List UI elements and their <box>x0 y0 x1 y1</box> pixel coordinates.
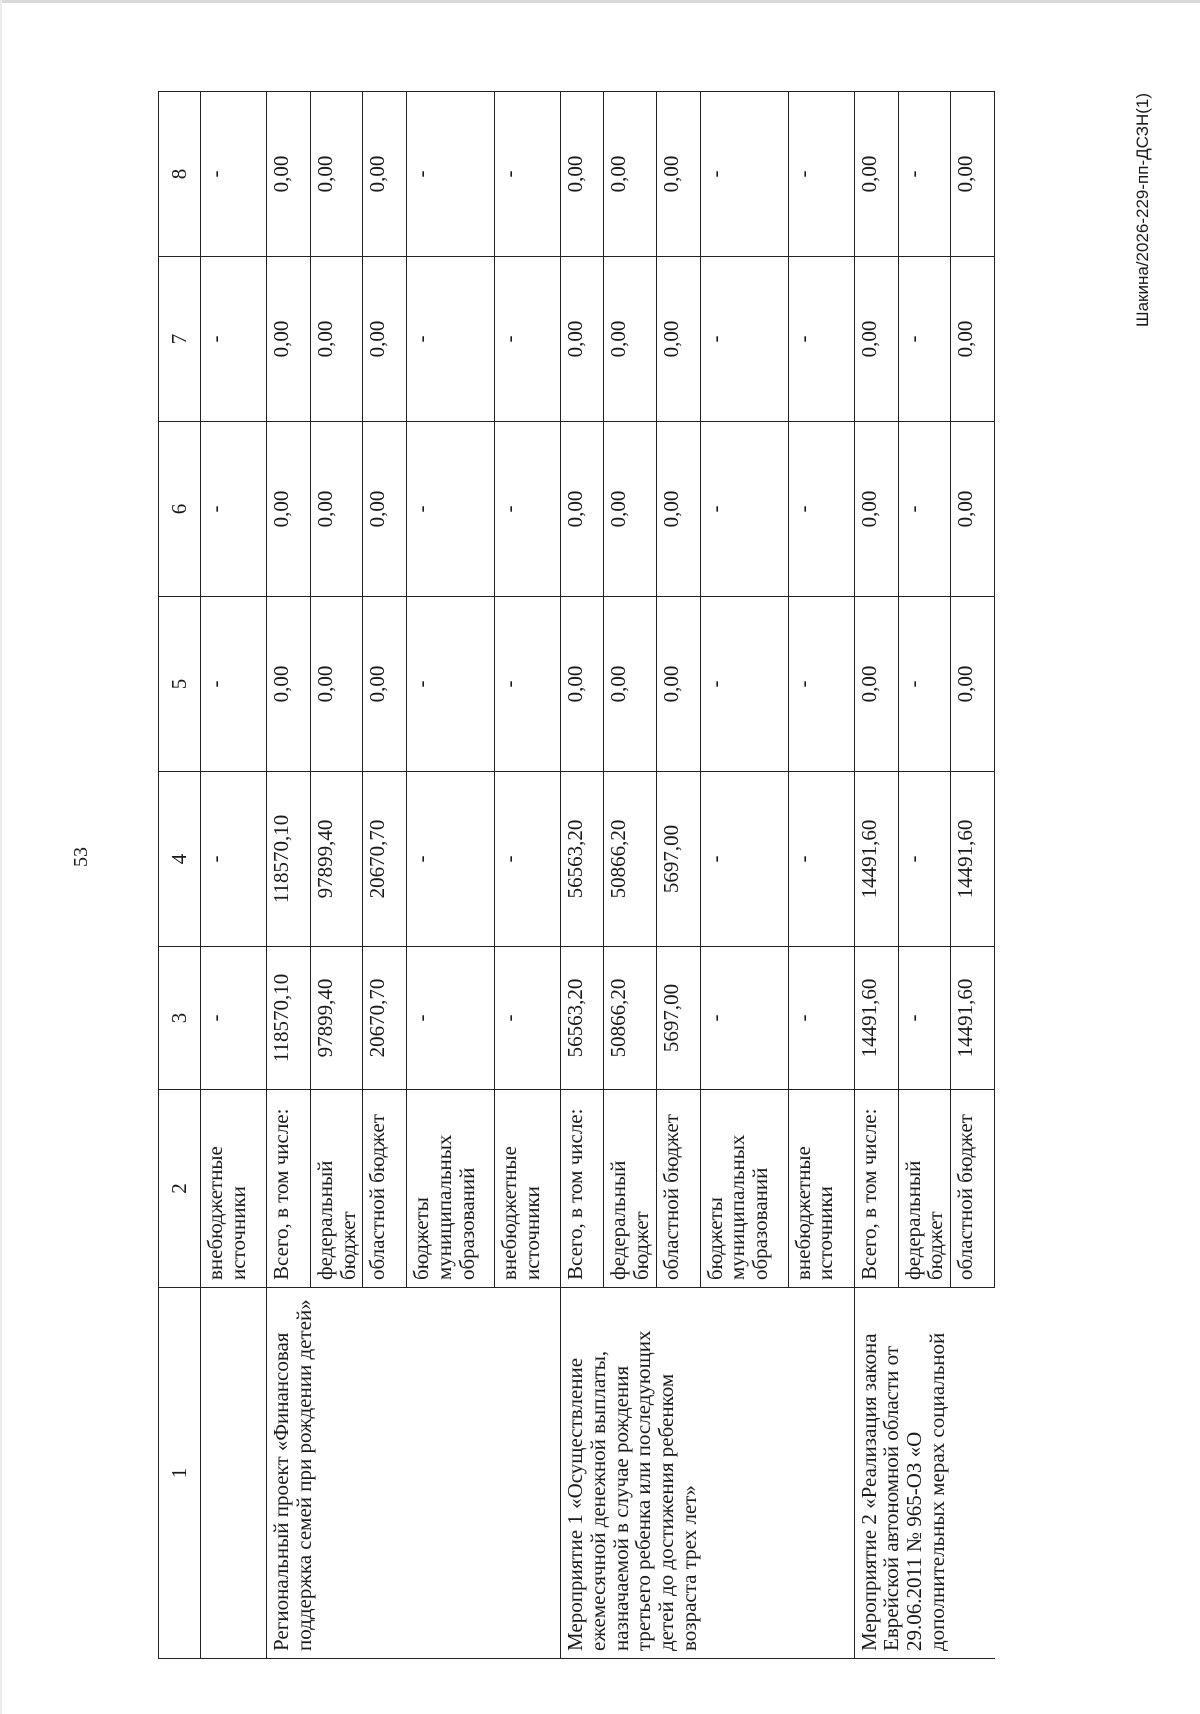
row-label-cell <box>201 1288 267 1659</box>
value-cell: 0,00 <box>267 92 311 257</box>
column-header: 6 <box>159 422 201 597</box>
value-cell: - <box>495 257 561 422</box>
value-cell: - <box>898 422 950 597</box>
value-cell: 97899,40 <box>311 772 363 947</box>
value-cell: 0,00 <box>604 257 656 422</box>
value-cell: 14491,60 <box>951 947 995 1090</box>
table-row <box>201 92 267 1659</box>
event-1-label: Мероприятие 1 «Осуществление ежемесячной денежной выплаты, назначаемой в случае рождения третьего ребенка или последующих детей до достижения ребенком возраста трех лет» <box>561 1288 854 1659</box>
value-cell: 0,00 <box>363 597 407 772</box>
value-cell: - <box>700 422 788 597</box>
value-cell: 0,00 <box>656 597 700 772</box>
value-cell: 0,00 <box>854 257 898 422</box>
column-header: 1 <box>159 1288 201 1659</box>
value-cell: 0,00 <box>363 257 407 422</box>
value-cell: - <box>201 597 267 772</box>
column-header: 5 <box>159 597 201 772</box>
value-cell: - <box>407 947 495 1090</box>
value-cell: - <box>407 257 495 422</box>
value-cell: 56563,20 <box>561 772 604 947</box>
source-cell: федеральный бюджет <box>604 1090 656 1288</box>
value-cell: - <box>898 597 950 772</box>
source-cell: федеральный бюджет <box>898 1090 950 1288</box>
value-cell: 0,00 <box>951 257 995 422</box>
value-cell: - <box>700 597 788 772</box>
source-cell: Всего, в том числе: <box>267 1090 311 1288</box>
value-cell: 0,00 <box>656 92 700 257</box>
value-cell: 20670,70 <box>363 947 407 1090</box>
page-number: 53 <box>70 847 92 867</box>
value-cell: 118570,10 <box>267 947 311 1090</box>
value-cell: 0,00 <box>561 597 604 772</box>
column-header: 8 <box>159 92 201 257</box>
value-cell: - <box>407 422 495 597</box>
value-cell: 0,00 <box>311 92 363 257</box>
value-cell: - <box>201 772 267 947</box>
source-cell: Всего, в том числе: <box>561 1090 604 1288</box>
value-cell: 0,00 <box>363 92 407 257</box>
value-cell: - <box>788 422 854 597</box>
value-cell: - <box>700 772 788 947</box>
budget-table <box>158 91 995 1659</box>
value-cell: 0,00 <box>951 92 995 257</box>
value-cell: 97899,40 <box>311 947 363 1090</box>
value-cell: 0,00 <box>363 422 407 597</box>
value-cell: - <box>898 92 950 257</box>
value-cell: 0,00 <box>561 92 604 257</box>
value-cell: - <box>407 597 495 772</box>
value-cell: - <box>201 947 267 1090</box>
value-cell: 0,00 <box>951 597 995 772</box>
value-cell: 0,00 <box>656 422 700 597</box>
value-cell: 0,00 <box>854 422 898 597</box>
value-cell: - <box>700 257 788 422</box>
value-cell: - <box>407 772 495 947</box>
value-cell: 0,00 <box>561 422 604 597</box>
value-cell: - <box>201 422 267 597</box>
value-cell: 14491,60 <box>854 772 898 947</box>
column-header: 2 <box>159 1090 201 1288</box>
source-cell: бюджеты муниципальных образований <box>700 1090 788 1288</box>
value-cell: - <box>898 947 950 1090</box>
value-cell: 5697,00 <box>656 772 700 947</box>
source-cell: областной бюджет <box>656 1090 700 1288</box>
value-cell: - <box>788 92 854 257</box>
value-cell: 0,00 <box>311 422 363 597</box>
value-cell: 0,00 <box>951 422 995 597</box>
source-cell: областной бюджет <box>363 1090 407 1288</box>
value-cell: 50866,20 <box>604 947 656 1090</box>
table-row <box>561 92 604 1659</box>
column-header: 7 <box>159 257 201 422</box>
value-cell: 50866,20 <box>604 772 656 947</box>
column-header: 4 <box>159 772 201 947</box>
value-cell: - <box>788 947 854 1090</box>
value-cell: - <box>201 92 267 257</box>
value-cell: 0,00 <box>604 597 656 772</box>
value-cell: - <box>898 772 950 947</box>
table-header-row <box>159 92 201 1659</box>
value-cell: 0,00 <box>267 422 311 597</box>
value-cell: 0,00 <box>561 257 604 422</box>
source-cell: внебюджетные источники <box>788 1090 854 1288</box>
value-cell: 20670,70 <box>363 772 407 947</box>
regional-project-label: Региональный проект «Финансовая поддержка семей при рождении детей» <box>267 1288 561 1659</box>
value-cell: - <box>898 257 950 422</box>
value-cell: - <box>407 92 495 257</box>
value-cell: 0,00 <box>267 257 311 422</box>
value-cell: - <box>495 947 561 1090</box>
value-cell: 0,00 <box>311 257 363 422</box>
value-cell: 0,00 <box>267 597 311 772</box>
source-cell: бюджеты муниципальных образований <box>407 1090 495 1288</box>
value-cell: 0,00 <box>656 257 700 422</box>
value-cell: - <box>788 597 854 772</box>
value-cell: 118570,10 <box>267 772 311 947</box>
value-cell: 14491,60 <box>854 947 898 1090</box>
value-cell: - <box>788 772 854 947</box>
value-cell: - <box>495 92 561 257</box>
value-cell: 0,00 <box>604 422 656 597</box>
value-cell: 0,00 <box>311 597 363 772</box>
value-cell: - <box>201 257 267 422</box>
value-cell: 56563,20 <box>561 947 604 1090</box>
value-cell: 14491,60 <box>951 772 995 947</box>
column-header: 3 <box>159 947 201 1090</box>
value-cell: 0,00 <box>854 597 898 772</box>
value-cell: - <box>700 92 788 257</box>
value-cell: - <box>495 422 561 597</box>
source-cell: внебюджетные источники <box>495 1090 561 1288</box>
value-cell: - <box>495 597 561 772</box>
source-cell: областной бюджет <box>951 1090 995 1288</box>
value-cell: 0,00 <box>854 92 898 257</box>
source-cell: федеральный бюджет <box>311 1090 363 1288</box>
source-cell: Всего, в том числе: <box>854 1090 898 1288</box>
value-cell: 0,00 <box>604 92 656 257</box>
table-row <box>854 92 898 1659</box>
value-cell: - <box>788 257 854 422</box>
table-row <box>267 92 311 1659</box>
value-cell: - <box>495 772 561 947</box>
value-cell: - <box>700 947 788 1090</box>
document-code: Шакина/2026-229-пп-ДСЗН(1) <box>1133 92 1152 327</box>
value-cell: 5697,00 <box>656 947 700 1090</box>
event-2-label: Мероприятие 2 «Реализация закона Еврейской автономной области от 29.06.2011 № 965-ОЗ «О дополнительных мерах социальной <box>854 1288 994 1659</box>
source-cell: внебюджетные источники <box>201 1090 267 1288</box>
